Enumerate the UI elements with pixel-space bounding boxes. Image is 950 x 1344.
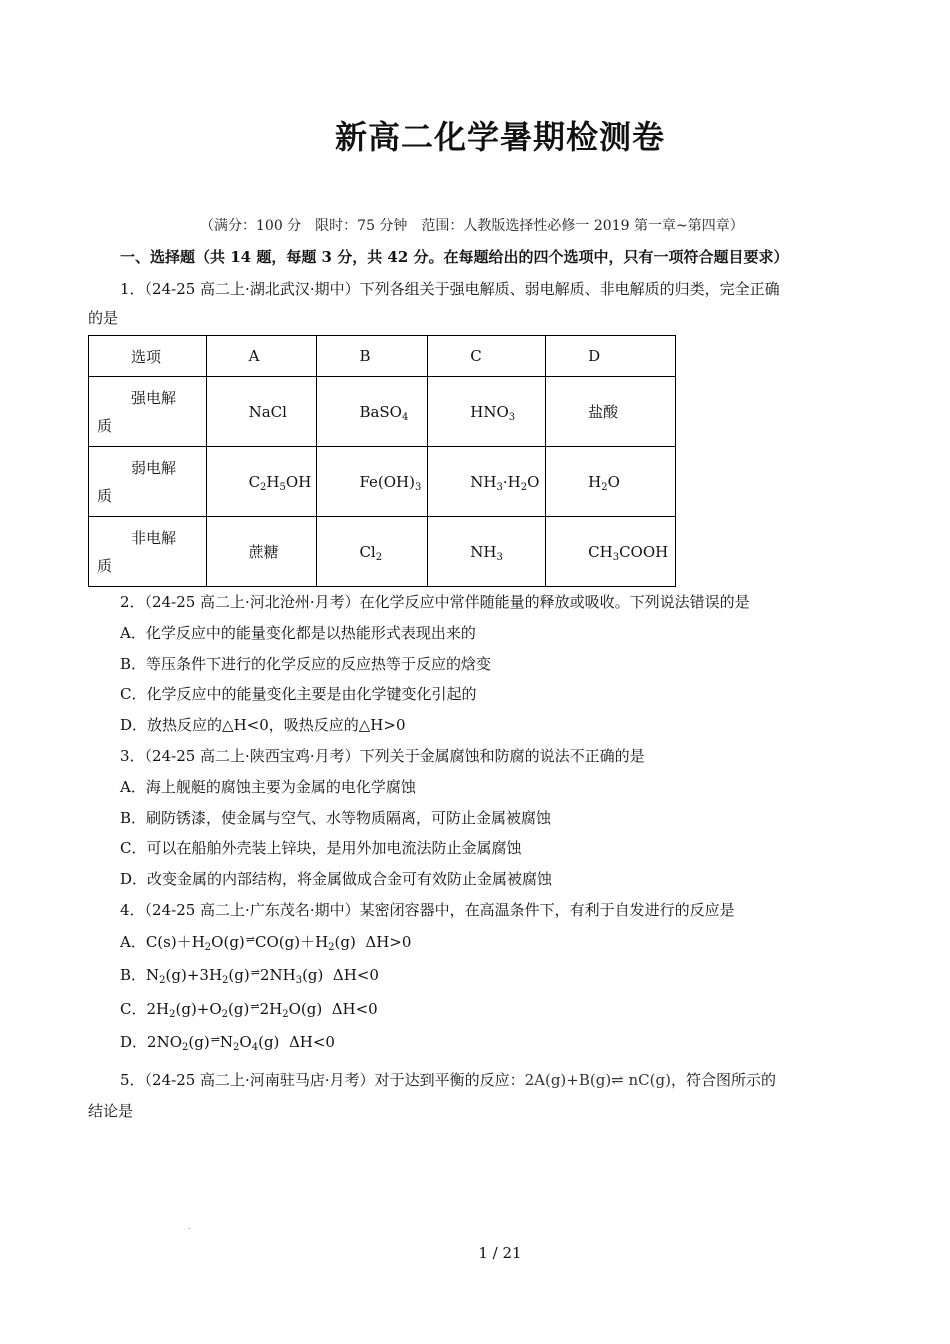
equilibrium-arrow-icon: ⇌	[250, 1000, 259, 1013]
question-5-stem: 5．（24-25 高二上·河南驻马店·月考）对于达到平衡的反应：2A(g)+B(g)⇌ nC(g)，符合图所示的	[120, 1071, 776, 1089]
question-2-option-a: A．化学反应中的能量变化都是以热能形式表现出来的	[120, 624, 476, 642]
table-header-cell: C	[470, 347, 482, 365]
table-header-cell: B	[359, 347, 371, 365]
table-row	[89, 377, 676, 447]
row-label: 强电解 质	[97, 388, 177, 435]
table-cell: $Cl_2$	[359, 542, 383, 563]
question-2-option-b: B．等压条件下进行的化学反应的反应热等于反应的焓变	[120, 655, 492, 673]
question-3-option-c: C．可以在船舶外壳装上锌块，是用外加电流法防止金属腐蚀	[120, 839, 522, 857]
table-header-cell: D	[588, 347, 601, 365]
table-cell: 盐酸	[588, 403, 619, 421]
question-4-option-b: B．$N_2(g)+3H_2(g)\rightleftharpoons 2NH_3(g)$ ΔH<0	[120, 966, 379, 986]
row-label: 非电解 质	[97, 528, 177, 575]
table-cell: $CH_3COOH$	[588, 542, 669, 563]
table-cell: $NH_3$	[470, 542, 503, 563]
equilibrium-arrow-icon: ⇌	[245, 933, 254, 946]
reaction-formula: 2A(g)+B(g)⇌ nC(g)	[524, 1071, 671, 1089]
table-cell: $H_2O$	[588, 472, 620, 493]
table-cell: $Fe(OH)_3$	[359, 472, 422, 493]
table-row	[89, 517, 676, 587]
question-1-stem: 1．（24-25 高二上·湖北武汉·期中）下列各组关于强电解质、弱电解质、非电解质的归类，完全正确	[120, 280, 780, 298]
question-4-stem: 4．（24-25 高二上·广东茂名·期中）某密闭容器中，在高温条件下，有利于自发进行的反应是	[120, 901, 735, 919]
page-number: 1 / 21	[478, 1244, 522, 1262]
question-2-option-d: D．放热反应的△H<0，吸热反应的△H>0	[120, 716, 406, 734]
question-2-option-c: C．化学反应中的能量变化主要是由化学键变化引起的	[120, 685, 477, 703]
question-2-stem: 2．（24-25 高二上·河北沧州·月考）在化学反应中常伴随能量的释放或吸收。下列说法错误的是	[120, 593, 750, 611]
question-3-stem: 3．（24-25 高二上·陕西宝鸡·月考）下列关于金属腐蚀和防腐的说法不正确的是	[120, 747, 645, 765]
page-title: 新高二化学暑期检测卷	[334, 118, 665, 156]
table-header-cell: A	[248, 347, 260, 365]
table-row	[89, 447, 676, 517]
question-4-option-d: D．$2NO_2(g)\rightleftharpoons N_2O_4(g)$ ΔH<0	[120, 1033, 335, 1053]
question-3-option-d: D．改变金属的内部结构，将金属做成合金可有效防止金属被腐蚀	[120, 870, 553, 888]
question-1-stem-cont: 的是	[88, 309, 119, 327]
table-row	[89, 336, 676, 377]
question-5-stem-cont: 结论是	[88, 1102, 134, 1120]
table-cell: $NH_3\cdot H_2O$	[470, 472, 540, 493]
question-1-table	[88, 335, 676, 587]
question-3-option-a: A．海上舰艇的腐蚀主要为金属的电化学腐蚀	[120, 778, 416, 796]
question-4-option-a: A．$C(s)+H_2O(g)\rightleftharpoons CO(g)+H_2(g)$ ΔH>0	[120, 933, 412, 953]
table-cell: $HNO_3$	[470, 402, 516, 423]
table-cell: BaSO$_4$	[359, 402, 409, 423]
equilibrium-arrow-icon: ⇌	[250, 966, 259, 979]
table-header-cell: 选项	[131, 347, 162, 366]
table-cell: $C_2H_5OH$	[248, 472, 312, 493]
table-cell: 蔗糖	[248, 543, 279, 561]
stray-mark: .	[188, 1222, 191, 1231]
question-3-option-b: B．刷防锈漆，使金属与空气、水等物质隔离，可防止金属被腐蚀	[120, 809, 552, 827]
row-label: 弱电解 质	[97, 458, 177, 505]
section-heading: 一、选择题（共 14 题，每题 3 分，共 42 分。在每题给出的四个选项中，只有一项符合题目要求）	[120, 248, 789, 266]
question-4-option-c: C．$2H_2(g)+O_2(g)\rightleftharpoons 2H_2O(g)$ ΔH<0	[120, 1000, 378, 1020]
table-cell: NaCl	[248, 402, 287, 421]
exam-meta: （满分：100 分 限时：75 分钟 范围：人教版选择性必修一 2019 第一章~第四章）	[200, 218, 744, 234]
equilibrium-arrow-icon: ⇌	[210, 1033, 219, 1046]
